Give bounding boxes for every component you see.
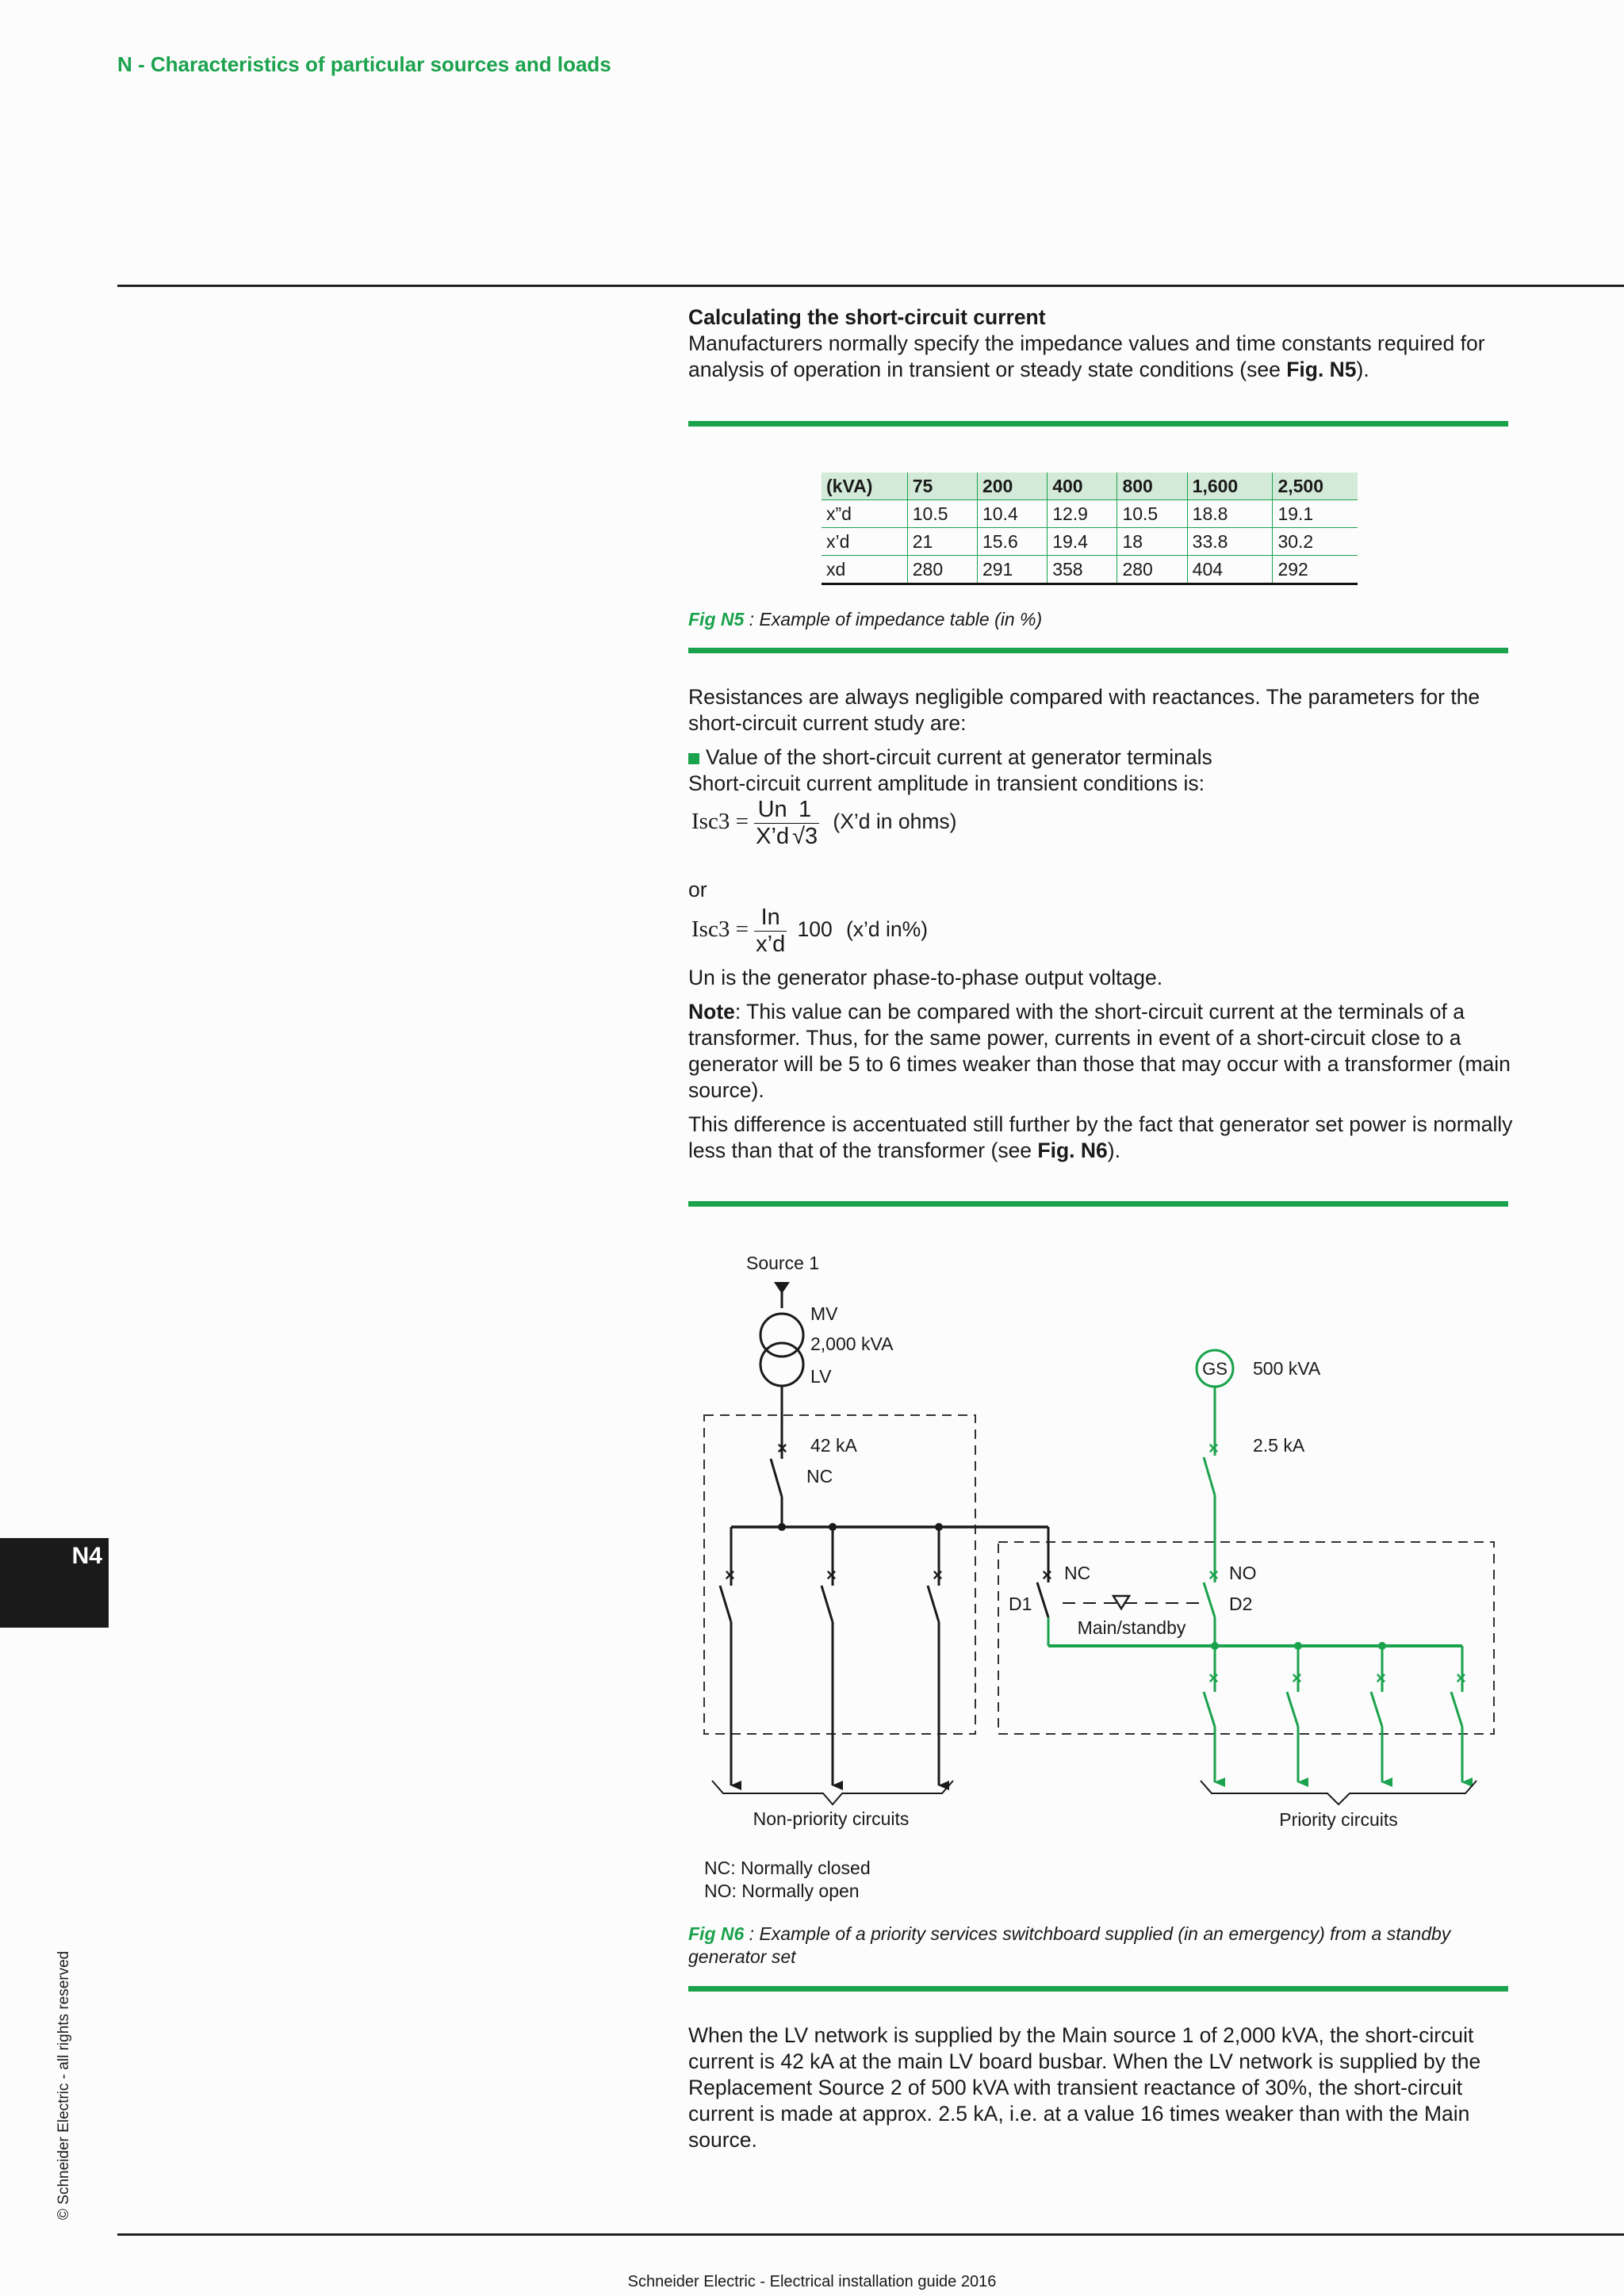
svg-text:×: ×	[1292, 1668, 1302, 1688]
or-text: or	[688, 878, 707, 901]
note-text: : This value can be compared with the short-circuit current at the terminals of a transformer. Thus, for the same power, currents in event of a short-circuit close to a generator will be 5 to 6 times weaker than those that may occur with a transformer (main source).	[688, 1000, 1511, 1102]
formula-lhs: Isc3 =	[691, 916, 749, 943]
table-cell: 10.5	[1117, 500, 1187, 528]
bullet-item	[688, 744, 1513, 771]
fig-n5-label: Fig N5	[688, 609, 745, 629]
fig-n5-text: : Example of impedance table (in %)	[744, 609, 1043, 629]
formula-multiplier: 100	[797, 917, 833, 942]
source-arrow-icon	[774, 1282, 790, 1308]
priority-feeder	[1451, 1646, 1466, 1782]
table-cell: 10.4	[977, 500, 1047, 528]
table-cell: 291	[977, 556, 1047, 584]
d1-breaker-icon: ×	[1042, 1565, 1052, 1585]
table-row	[822, 556, 1358, 584]
formula-numerator: In	[754, 905, 787, 932]
transformer-icon	[760, 1314, 803, 1386]
chapter-title: N - Characteristics of particular sources and loads	[117, 52, 611, 76]
generator-rating-label: 500 kVA	[1253, 1358, 1321, 1379]
intro-text-end: ).	[1356, 358, 1369, 381]
table-header-cell: (kVA)	[822, 473, 907, 500]
difference-text-end: ).	[1107, 1138, 1120, 1162]
formula-fraction	[754, 905, 787, 958]
note-section	[688, 965, 1513, 1164]
table-header-cell: 2,500	[1273, 473, 1358, 500]
priority-label: Priority circuits	[1279, 1809, 1398, 1830]
d2-breaker-icon: ×	[1208, 1565, 1219, 1585]
bullet-text: Value of the short-circuit current at generator terminals	[706, 745, 1212, 769]
d1-label: D1	[1009, 1594, 1032, 1614]
fig-n6-caption	[688, 1923, 1513, 1969]
side-tab-label: N4	[71, 1543, 102, 1569]
table-cell: 10.5	[907, 500, 977, 528]
non-priority-label: Non-priority circuits	[753, 1808, 910, 1829]
closing-paragraph: When the LV network is supplied by the Main source 1 of 2,000 kVA, the short-circuit current is 42 kA at the main LV board busbar. When the LV network is supplied by the Replacement Source 2 of 500 kVA with transient reactance of 30%, the short-circuit current is made at approx. 2.5 kA, i.e. at a value 16 times weaker than with the Main source.	[688, 2023, 1481, 2152]
table-row	[822, 500, 1358, 528]
table-cell: 33.8	[1187, 528, 1273, 556]
svg-text:×: ×	[725, 1565, 735, 1585]
table-header-cell: 75	[907, 473, 977, 500]
table-row	[822, 528, 1358, 556]
non-priority-feeder	[822, 1527, 837, 1785]
table-header-cell: 200	[977, 473, 1047, 500]
formula-note: (X’d in ohms)	[833, 809, 957, 834]
svg-text:×: ×	[1456, 1668, 1466, 1688]
table-cell: 280	[907, 556, 977, 584]
table-header-cell: 1,600	[1187, 473, 1273, 500]
formula-denominator: √3	[792, 824, 818, 849]
lv-label: LV	[810, 1366, 832, 1387]
difference-text: This difference is accentuated still further by the fact that generator set power is normally less than that of the transformer (see	[688, 1112, 1513, 1162]
mv-label: MV	[810, 1303, 838, 1324]
svg-text:×: ×	[826, 1565, 837, 1585]
header-rule	[117, 285, 1624, 287]
formula-numerator: Un	[754, 797, 791, 824]
d1-switch-blade	[1037, 1582, 1048, 1617]
formula-lhs: Isc3 =	[691, 809, 749, 835]
d1-nc-label: NC	[1064, 1563, 1091, 1583]
formula-note: (x’d in%)	[845, 917, 929, 942]
generator-label: GS	[1202, 1359, 1228, 1379]
priority-feeder	[1204, 1646, 1219, 1782]
non-priority-feeder	[720, 1527, 735, 1785]
fig-n5-top-rule	[688, 421, 1508, 427]
priority-feeder	[1371, 1646, 1386, 1782]
fig-n6-top-rule	[688, 1201, 1508, 1207]
table-header-cell: 400	[1048, 473, 1117, 500]
main-breaker-icon: ×	[777, 1438, 787, 1458]
fig-n5-caption	[688, 608, 1513, 631]
fig-n6-bottom-rule	[688, 1986, 1508, 1992]
note-paragraph	[688, 999, 1513, 1104]
table-cell: x’d	[822, 528, 907, 556]
formula-transient	[691, 797, 957, 850]
impedance-table	[822, 473, 1358, 585]
intro-section	[688, 304, 1513, 383]
formula-fraction	[791, 797, 819, 850]
priority-brace	[1201, 1781, 1477, 1804]
legend-no: NO: Normally open	[704, 1881, 860, 1901]
formula-denominator: X’d	[756, 824, 790, 849]
formula-numerator: 1	[791, 797, 819, 824]
fig-n6-label: Fig N6	[688, 1923, 745, 1944]
table-cell: x”d	[822, 500, 907, 528]
note-label: Note	[688, 1000, 735, 1024]
formula-percent	[691, 905, 928, 958]
table-cell: 280	[1117, 556, 1187, 584]
priority-switchboard-diagram	[688, 1237, 1513, 1919]
side-tab	[0, 1538, 109, 1628]
intro-paragraph	[688, 331, 1513, 383]
svg-text:×: ×	[933, 1565, 943, 1585]
table-cell: 21	[907, 528, 977, 556]
fig-n5-bottom-rule	[688, 648, 1508, 653]
d2-no-label: NO	[1229, 1563, 1257, 1583]
copyright: © Schneider Electric - all rights reserved	[56, 1950, 72, 2220]
d2-label: D2	[1229, 1594, 1253, 1614]
transformer-rating-label: 2,000 kVA	[810, 1334, 894, 1354]
params-paragraph: Resistances are always negligible compared with reactances. The parameters for the short-circuit current study are:	[688, 685, 1480, 735]
priority-feeder	[1287, 1646, 1302, 1782]
difference-paragraph	[688, 1112, 1513, 1164]
non-priority-feeder	[928, 1527, 943, 1785]
transient-paragraph: Short-circuit current amplitude in transient conditions is:	[688, 771, 1205, 795]
source1-label: Source 1	[746, 1253, 820, 1273]
intro-text: Manufacturers normally specify the impedance values and time constants required for analysis of operation in transient or steady state conditions (see	[688, 331, 1485, 381]
table-cell: 404	[1187, 556, 1273, 584]
table-cell: 30.2	[1273, 528, 1358, 556]
footer-rule	[117, 2233, 1624, 2236]
svg-text:×: ×	[1208, 1668, 1219, 1688]
section-heading: Calculating the short-circuit current	[688, 305, 1046, 329]
table-cell: 15.6	[977, 528, 1047, 556]
formula-denominator: x’d	[756, 932, 786, 957]
parameters-section	[688, 684, 1513, 797]
table-header-row	[822, 473, 1358, 500]
un-paragraph: Un is the generator phase-to-phase output voltage.	[688, 966, 1163, 989]
main-switch-blade	[771, 1459, 782, 1497]
table-cell: 18	[1117, 528, 1187, 556]
formula-fraction	[754, 797, 791, 850]
table-cell: 292	[1273, 556, 1358, 584]
difference-fig-ref: Fig. N6	[1037, 1138, 1108, 1162]
table-cell: 18.8	[1187, 500, 1273, 528]
d2-switch-blade	[1204, 1582, 1215, 1617]
table-cell: 19.4	[1048, 528, 1117, 556]
legend-nc: NC: Normally closed	[704, 1858, 871, 1878]
table-cell: xd	[822, 556, 907, 584]
svg-text:×: ×	[1376, 1668, 1386, 1688]
table-cell: 12.9	[1048, 500, 1117, 528]
main-sc-current-label: 42 kA	[810, 1435, 857, 1456]
main-nc-label: NC	[806, 1466, 833, 1487]
intro-fig-ref: Fig. N5	[1286, 358, 1357, 381]
main-standby-label: Main/standby	[1077, 1617, 1186, 1638]
footer-text: Schneider Electric - Electrical installation guide 2016	[627, 2273, 997, 2290]
table-cell: 358	[1048, 556, 1117, 584]
table-cell: 19.1	[1273, 500, 1358, 528]
generator-sc-current-label: 2.5 kA	[1253, 1435, 1305, 1456]
bullet-square-icon	[688, 753, 699, 764]
table-header-cell: 800	[1117, 473, 1187, 500]
generator-breaker-icon: ×	[1208, 1438, 1219, 1458]
fig-n6-text: : Example of a priority services switchboard supplied (in an emergency) from a standby generator set	[688, 1923, 1451, 1967]
